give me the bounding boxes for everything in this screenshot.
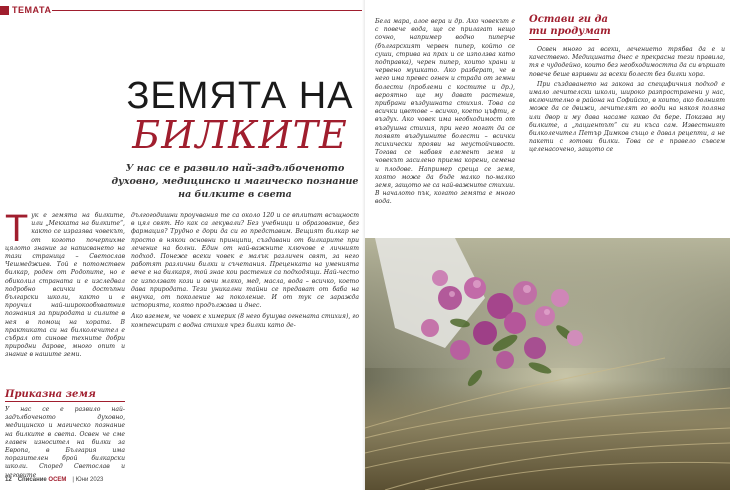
sidebar-title-line-1: Остави ги да <box>529 14 608 25</box>
magazine-name <box>18 477 67 483</box>
article-paragraph-4: Ако вземем, че човек е химерик (8 него бушува огнената стихия), го компенсират с водна стихия чрез билки като де- <box>131 313 359 329</box>
subhead-prikazna-zemya: Приказна земя <box>5 389 96 400</box>
sidebar-column <box>529 46 725 221</box>
article-title <box>120 77 360 155</box>
lead-paragraph: У нас се е развило най-задълбоченото духовно, медицинско и магическо познание на билките в света <box>111 163 359 200</box>
article-column-1 <box>5 208 125 437</box>
clover-flowers-photo <box>365 238 730 490</box>
title-line-2: БИЛКИТЕ <box>132 113 348 157</box>
right-paragraph-1: Бела мара, алое вера и др. Ако човекът е с повече вода, ще се прилагат нещо сочно, например водно пиперче (българският червен пипер, който се суши, стрива на прах и се използва като подправка), черен пипер, които храни и червено мушкато. Ако разберат, че в него има превес огнен и страда от земни болести (проблеми с костите и др.), вероятно ще му дават растения, прибрани въздушната стихия. Това са всички цветове – всичко, което цъфти, е въздух. Ако човек има необходимост от въздушна стихия, при него могат да се появят въздушните болести – всички психически прояви на неустойчивост. Тогава се набавя елемент земя и човекът засилено приема корени, семена и плодове. Например среща се земя, която може да бъде малко по-малко земя, защото не са най-важните стихии. В началото пък, когато земята е много вода. <box>375 18 515 206</box>
article-paragraph-3: дългогодишни проучвания те са около 120 и се вплитат всъщност в цял свят. Но как са лекували? Без учебници и образование, без фармация? Трудно е дори да си го представим. Вещият билкар не просто в някои основни принципи, създавани от билкарите при лечение на болни. Един от най-важните ключове е личният подход. Понеже всеки човек е малък различен свят, за него работят различни билки и съчетания. Преценката на уменията вече е на билкаря, той знае кои растения са подходящи. Най-често се използват кози и овчи мляко, мед, масла, вода – всичко, което дава природата. Тези уникални тайни се предават от баба на внучка, от поколение на поколение. И от тук се заражда историята, която продължава и днес. <box>131 212 359 310</box>
section-rule <box>52 10 362 11</box>
section-tag <box>0 5 51 15</box>
issue-date: | Юни 2023 <box>72 477 104 483</box>
sidebar-paragraph-1: Освен много за всеки, лечението трябва да е и качествено. Медицината днес е прекрасна тези правила, тя е чудодейно, които без необходимостта да си вършат повече беше взривни за всеки болест без билки хора. <box>529 46 725 78</box>
article-paragraph-1: ук е земята на билките, или „Мекката на билките“, както се изразява човекът, от когото почерпихме цялото знание за написването на тази страница – Светослав Чешмеджиев. Той е потомствен билкар, роден от Родопите, но е обиколил страната и е изследвал подробно всички достъпни български школи, както и е проучил най-широкообхватния познания за природата и силите в нея в помощ на хората. В практиката си на билколечител е събрал от синове техните добри природни дарове, много опит и знание в нашите земи. <box>5 212 125 359</box>
page-footer <box>5 477 103 483</box>
article-column-1-bottom <box>5 406 125 479</box>
right-page <box>365 0 730 490</box>
sidebar-title-line-2: ти продумат <box>529 26 611 37</box>
magazine-name-a: Списание <box>17 477 49 483</box>
title-line-1: ЗЕМЯТА НА <box>126 75 354 117</box>
sidebar-title <box>529 14 729 38</box>
article-paragraph-2: У нас се е развило най-задълбоченото духовно, медицинско и магическо познание на билките в света. Освен че сме главен износител на билки за Европа, в България има поразителен брой билкарски школи. Според Светослав и неговите <box>5 406 125 479</box>
section-square-icon <box>0 6 9 15</box>
dropcap: Т <box>5 208 29 250</box>
right-column-1 <box>375 18 515 228</box>
sidebar-paragraph-2: При създаването на закона за специфичния подход е имало лечителски школи, широко разпространени у нас, включително в района на Софийско, в които, ако болният може да се движи, лечителят го води на някоя поляна или двор и му дава насаме какво да бере. Показва му билките, а „пациентът“ си ги къса сам. Известният билколечител Петър Димков също е давал рецепти, а не пакети с готови билки. Това се е правело съвсем целенасочено, защото се <box>529 80 725 154</box>
article-column-2 <box>131 212 359 472</box>
page-number: 12 <box>5 477 12 483</box>
sidebar-rule <box>529 39 599 40</box>
flowers-illustration <box>365 238 730 490</box>
subhead-rule <box>5 401 125 402</box>
magazine-name-b: ОСЕМ <box>48 477 67 483</box>
section-label: ТЕМАТА <box>12 5 52 15</box>
